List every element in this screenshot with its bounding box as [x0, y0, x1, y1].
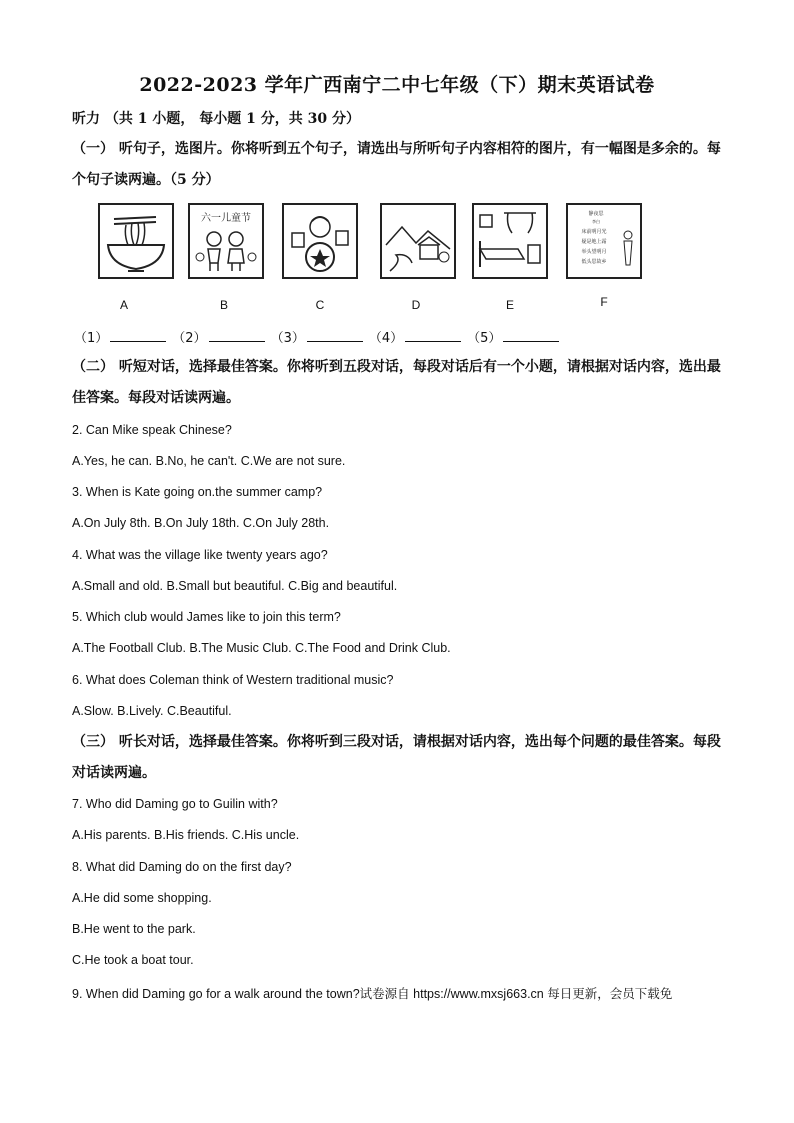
page-title: 2022-2023 学年广西南宁二中七年级（下）期末英语试卷	[139, 74, 655, 96]
noodle-bowl-icon	[98, 203, 174, 279]
picture-letter-a: A	[119, 298, 128, 312]
picture-options	[96, 203, 656, 323]
svg-text:李白: 李白	[592, 219, 600, 224]
question-7: 7. Who did Daming go to Guilin with?	[72, 797, 278, 811]
question-3-options: A.On July 8th. B.On July 18th. C.On July 28th.	[72, 516, 330, 530]
question-5: 5. Which club would James like to join this term?	[72, 610, 341, 624]
question-6-options: A.Slow. B.Lively. C.Beautiful.	[72, 704, 232, 718]
question-6: 6. What does Coleman think of Western traditional music?	[72, 673, 394, 687]
svg-text:低头思故乡: 低头思故乡	[581, 259, 607, 265]
picture-letter-d: D	[411, 298, 421, 312]
blank-label-4: （4）	[368, 331, 404, 346]
blank-label-3: （3）	[270, 331, 305, 346]
drum-boy-icon	[282, 203, 358, 279]
bedroom-icon	[472, 203, 548, 279]
question-8: 8. What did Daming do on the first day?	[72, 860, 292, 874]
blank-label-5: （5）	[467, 331, 502, 346]
svg-text:床前明月光: 床前明月光	[581, 229, 607, 235]
village-landscape-icon	[380, 203, 456, 279]
question-4-options: A.Small and old. B.Small but beautiful. C.Big and beautiful.	[72, 579, 398, 593]
picture-letter-b: B	[219, 298, 228, 312]
picture-letter-e: E	[505, 298, 514, 312]
question-7-options: A.His parents. B.His friends. C.His uncle.	[72, 828, 300, 842]
picture-letter-f: F	[600, 295, 608, 309]
question-2: 2. Can Mike speak Chinese?	[72, 423, 232, 437]
childrens-day-icon	[188, 203, 264, 279]
picture-letter-c: C	[315, 298, 325, 312]
answer-blank-4[interactable]	[405, 329, 461, 342]
svg-text:疑是地上霜: 疑是地上霜	[581, 239, 607, 245]
svg-text:静夜思: 静夜思	[588, 211, 604, 217]
question-2-options: A.Yes, he can. B.No, he can't. C.We are not sure.	[72, 454, 346, 468]
section2-instruction: （二） 听短对话，选择最佳答案。你将听到五段对话，每段对话后有一个小题，请根据对话内容，选出最佳答案。每段对话读两遍。	[72, 359, 721, 406]
blank-label-1: （1）	[74, 331, 109, 346]
question-4: 4. What was the village like twenty years ago?	[72, 548, 328, 562]
section1-instruction: （一） 听句子，选图片。你将听到五个句子，请选出与所听句子内容相符的图片，有一幅图是多余的。每个句子读两遍。（5 分）	[72, 141, 721, 188]
answer-blanks	[74, 327, 565, 346]
question-8-option-a: A.He did some shopping.	[72, 891, 212, 905]
answer-blank-2[interactable]	[209, 329, 265, 342]
question-8-option-b: B.He went to the park.	[72, 922, 196, 936]
childrens-day-banner: 六一儿童节	[201, 213, 251, 224]
answer-blank-1[interactable]	[110, 329, 166, 342]
blank-label-2: （2）	[172, 331, 207, 346]
poem-icon	[566, 203, 642, 279]
question-8-option-c: C.He took a boat tour.	[72, 953, 194, 967]
answer-blank-5[interactable]	[503, 329, 559, 342]
listening-header: 听力 （共 1 小题， 每小题 1 分，共 30 分）	[72, 111, 360, 127]
question-3: 3. When is Kate going on.the summer camp?	[72, 485, 323, 499]
svg-text:举头望明月: 举头望明月	[581, 249, 607, 255]
section3-instruction: （三） 听长对话，选择最佳答案。你将听到三段对话，请根据对话内容，选出每个问题的最佳答案。每段对话读两遍。	[72, 734, 721, 781]
question-9: 9. When did Daming go for a walk around the town?试卷源自 https://www.mxsj663.cn 每日更新，会员下载免	[72, 987, 673, 1001]
answer-blank-3[interactable]	[307, 329, 363, 342]
question-5-options: A.The Football Club. B.The Music Club. C.The Food and Drink Club.	[72, 641, 451, 655]
